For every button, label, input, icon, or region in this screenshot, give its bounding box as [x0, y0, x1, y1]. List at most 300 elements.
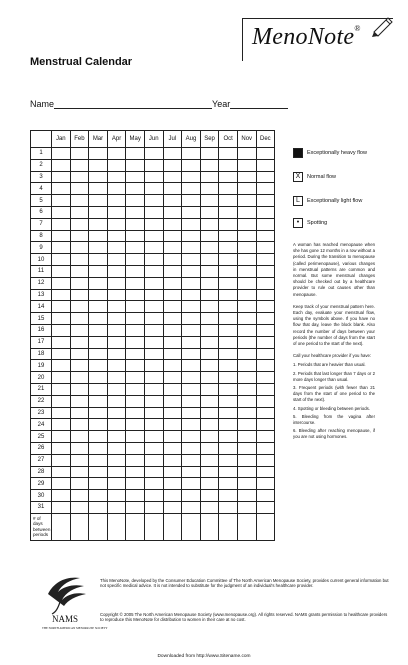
day-cell[interactable] [256, 277, 275, 289]
day-cell[interactable] [52, 336, 71, 348]
day-cell[interactable] [163, 454, 182, 466]
day-cell[interactable] [52, 407, 71, 419]
day-cell[interactable] [144, 419, 163, 431]
day-cell[interactable] [163, 466, 182, 478]
day-cell[interactable] [89, 478, 108, 490]
day-cell[interactable] [163, 218, 182, 230]
day-cell[interactable] [70, 218, 89, 230]
day-cell[interactable] [70, 289, 89, 301]
day-cell[interactable] [144, 348, 163, 360]
day-cell[interactable] [163, 431, 182, 443]
day-cell[interactable] [237, 148, 256, 160]
day-cell[interactable] [70, 360, 89, 372]
day-cell[interactable] [70, 383, 89, 395]
day-cell[interactable] [163, 395, 182, 407]
day-cell[interactable] [52, 431, 71, 443]
day-cell[interactable] [256, 230, 275, 242]
day-cell[interactable] [126, 242, 145, 254]
day-cell[interactable] [52, 490, 71, 502]
day-cell[interactable] [107, 360, 126, 372]
days-between-cell[interactable] [52, 513, 71, 540]
day-cell[interactable] [89, 348, 108, 360]
day-cell[interactable] [182, 383, 201, 395]
day-cell[interactable] [219, 466, 238, 478]
day-cell[interactable] [144, 372, 163, 384]
day-cell[interactable] [182, 218, 201, 230]
day-cell[interactable] [219, 301, 238, 313]
day-cell[interactable] [89, 313, 108, 325]
day-cell[interactable] [126, 466, 145, 478]
day-cell[interactable] [237, 490, 256, 502]
day-cell[interactable] [107, 265, 126, 277]
day-cell[interactable] [144, 230, 163, 242]
day-cell[interactable] [89, 360, 108, 372]
day-cell[interactable] [182, 490, 201, 502]
day-cell[interactable] [126, 348, 145, 360]
day-cell[interactable] [163, 313, 182, 325]
day-cell[interactable] [70, 242, 89, 254]
day-cell[interactable] [200, 171, 219, 183]
day-cell[interactable] [144, 218, 163, 230]
day-cell[interactable] [219, 431, 238, 443]
day-cell[interactable] [89, 183, 108, 195]
day-cell[interactable] [182, 148, 201, 160]
day-cell[interactable] [70, 466, 89, 478]
day-cell[interactable] [163, 336, 182, 348]
day-cell[interactable] [144, 454, 163, 466]
day-cell[interactable] [200, 324, 219, 336]
day-cell[interactable] [126, 419, 145, 431]
day-cell[interactable] [163, 490, 182, 502]
day-cell[interactable] [144, 407, 163, 419]
day-cell[interactable] [163, 348, 182, 360]
day-cell[interactable] [107, 277, 126, 289]
day-cell[interactable] [163, 289, 182, 301]
day-cell[interactable] [52, 159, 71, 171]
day-cell[interactable] [200, 348, 219, 360]
day-cell[interactable] [237, 159, 256, 171]
day-cell[interactable] [70, 419, 89, 431]
day-cell[interactable] [182, 501, 201, 513]
day-cell[interactable] [126, 148, 145, 160]
day-cell[interactable] [237, 442, 256, 454]
day-cell[interactable] [237, 395, 256, 407]
day-cell[interactable] [107, 159, 126, 171]
day-cell[interactable] [219, 407, 238, 419]
day-cell[interactable] [200, 254, 219, 266]
day-cell[interactable] [200, 159, 219, 171]
day-cell[interactable] [163, 383, 182, 395]
day-cell[interactable] [219, 360, 238, 372]
day-cell[interactable] [107, 254, 126, 266]
day-cell[interactable] [144, 159, 163, 171]
day-cell[interactable] [52, 383, 71, 395]
day-cell[interactable] [126, 313, 145, 325]
day-cell[interactable] [52, 148, 71, 160]
day-cell[interactable] [126, 301, 145, 313]
day-cell[interactable] [144, 336, 163, 348]
day-cell[interactable] [163, 277, 182, 289]
day-cell[interactable] [126, 183, 145, 195]
day-cell[interactable] [107, 218, 126, 230]
day-cell[interactable] [144, 313, 163, 325]
day-cell[interactable] [200, 407, 219, 419]
day-cell[interactable] [107, 230, 126, 242]
day-cell[interactable] [219, 277, 238, 289]
day-cell[interactable] [256, 442, 275, 454]
day-cell[interactable] [182, 478, 201, 490]
day-cell[interactable] [237, 206, 256, 218]
day-cell[interactable] [107, 466, 126, 478]
day-cell[interactable] [219, 490, 238, 502]
day-cell[interactable] [107, 348, 126, 360]
day-cell[interactable] [89, 466, 108, 478]
day-cell[interactable] [237, 466, 256, 478]
day-cell[interactable] [52, 289, 71, 301]
day-cell[interactable] [200, 242, 219, 254]
day-cell[interactable] [89, 230, 108, 242]
day-cell[interactable] [200, 419, 219, 431]
day-cell[interactable] [107, 501, 126, 513]
day-cell[interactable] [126, 407, 145, 419]
day-cell[interactable] [200, 372, 219, 384]
day-cell[interactable] [163, 171, 182, 183]
day-cell[interactable] [144, 254, 163, 266]
day-cell[interactable] [144, 206, 163, 218]
day-cell[interactable] [200, 431, 219, 443]
day-cell[interactable] [219, 419, 238, 431]
day-cell[interactable] [52, 419, 71, 431]
day-cell[interactable] [256, 265, 275, 277]
day-cell[interactable] [200, 490, 219, 502]
day-cell[interactable] [182, 442, 201, 454]
day-cell[interactable] [126, 360, 145, 372]
day-cell[interactable] [107, 372, 126, 384]
day-cell[interactable] [107, 324, 126, 336]
day-cell[interactable] [52, 348, 71, 360]
day-cell[interactable] [256, 195, 275, 207]
day-cell[interactable] [126, 442, 145, 454]
day-cell[interactable] [182, 419, 201, 431]
day-cell[interactable] [163, 206, 182, 218]
day-cell[interactable] [200, 195, 219, 207]
day-cell[interactable] [237, 265, 256, 277]
days-between-cell[interactable] [144, 513, 163, 540]
day-cell[interactable] [237, 360, 256, 372]
day-cell[interactable] [200, 148, 219, 160]
day-cell[interactable] [182, 301, 201, 313]
day-cell[interactable] [219, 148, 238, 160]
day-cell[interactable] [52, 313, 71, 325]
day-cell[interactable] [182, 195, 201, 207]
day-cell[interactable] [256, 383, 275, 395]
day-cell[interactable] [219, 454, 238, 466]
day-cell[interactable] [144, 301, 163, 313]
day-cell[interactable] [163, 195, 182, 207]
day-cell[interactable] [144, 183, 163, 195]
day-cell[interactable] [89, 383, 108, 395]
day-cell[interactable] [182, 336, 201, 348]
day-cell[interactable] [107, 431, 126, 443]
day-cell[interactable] [89, 265, 108, 277]
day-cell[interactable] [52, 254, 71, 266]
day-cell[interactable] [182, 372, 201, 384]
day-cell[interactable] [163, 442, 182, 454]
day-cell[interactable] [163, 148, 182, 160]
day-cell[interactable] [219, 324, 238, 336]
day-cell[interactable] [182, 277, 201, 289]
day-cell[interactable] [237, 419, 256, 431]
day-cell[interactable] [126, 206, 145, 218]
day-cell[interactable] [70, 454, 89, 466]
day-cell[interactable] [182, 407, 201, 419]
day-cell[interactable] [107, 206, 126, 218]
day-cell[interactable] [89, 419, 108, 431]
day-cell[interactable] [126, 454, 145, 466]
day-cell[interactable] [126, 254, 145, 266]
day-cell[interactable] [107, 442, 126, 454]
days-between-cell[interactable] [107, 513, 126, 540]
day-cell[interactable] [200, 183, 219, 195]
day-cell[interactable] [144, 277, 163, 289]
day-cell[interactable] [107, 313, 126, 325]
day-cell[interactable] [163, 301, 182, 313]
day-cell[interactable] [182, 466, 201, 478]
day-cell[interactable] [144, 383, 163, 395]
day-cell[interactable] [126, 478, 145, 490]
day-cell[interactable] [237, 383, 256, 395]
day-cell[interactable] [256, 289, 275, 301]
day-cell[interactable] [70, 277, 89, 289]
day-cell[interactable] [107, 183, 126, 195]
day-cell[interactable] [126, 159, 145, 171]
day-cell[interactable] [219, 242, 238, 254]
day-cell[interactable] [256, 431, 275, 443]
day-cell[interactable] [256, 501, 275, 513]
day-cell[interactable] [219, 206, 238, 218]
day-cell[interactable] [200, 336, 219, 348]
days-between-cell[interactable] [200, 513, 219, 540]
day-cell[interactable] [219, 442, 238, 454]
day-cell[interactable] [256, 171, 275, 183]
day-cell[interactable] [256, 242, 275, 254]
day-cell[interactable] [107, 478, 126, 490]
day-cell[interactable] [237, 242, 256, 254]
day-cell[interactable] [219, 313, 238, 325]
day-cell[interactable] [107, 289, 126, 301]
day-cell[interactable] [219, 265, 238, 277]
day-cell[interactable] [89, 324, 108, 336]
day-cell[interactable] [70, 372, 89, 384]
days-between-cell[interactable] [163, 513, 182, 540]
day-cell[interactable] [70, 407, 89, 419]
day-cell[interactable] [126, 383, 145, 395]
day-cell[interactable] [52, 324, 71, 336]
day-cell[interactable] [200, 230, 219, 242]
day-cell[interactable] [163, 372, 182, 384]
day-cell[interactable] [70, 254, 89, 266]
day-cell[interactable] [52, 195, 71, 207]
day-cell[interactable] [126, 218, 145, 230]
day-cell[interactable] [200, 395, 219, 407]
day-cell[interactable] [52, 206, 71, 218]
day-cell[interactable] [89, 336, 108, 348]
day-cell[interactable] [144, 360, 163, 372]
day-cell[interactable] [182, 324, 201, 336]
name-field[interactable] [54, 98, 212, 109]
day-cell[interactable] [163, 324, 182, 336]
day-cell[interactable] [200, 206, 219, 218]
day-cell[interactable] [200, 277, 219, 289]
day-cell[interactable] [52, 360, 71, 372]
day-cell[interactable] [200, 301, 219, 313]
day-cell[interactable] [163, 501, 182, 513]
day-cell[interactable] [256, 478, 275, 490]
day-cell[interactable] [89, 277, 108, 289]
day-cell[interactable] [89, 254, 108, 266]
day-cell[interactable] [182, 230, 201, 242]
day-cell[interactable] [107, 490, 126, 502]
day-cell[interactable] [237, 171, 256, 183]
day-cell[interactable] [237, 478, 256, 490]
day-cell[interactable] [237, 372, 256, 384]
days-between-cell[interactable] [89, 513, 108, 540]
day-cell[interactable] [126, 431, 145, 443]
day-cell[interactable] [89, 395, 108, 407]
day-cell[interactable] [70, 442, 89, 454]
day-cell[interactable] [107, 407, 126, 419]
day-cell[interactable] [163, 254, 182, 266]
day-cell[interactable] [107, 395, 126, 407]
day-cell[interactable] [219, 348, 238, 360]
day-cell[interactable] [163, 183, 182, 195]
day-cell[interactable] [237, 183, 256, 195]
day-cell[interactable] [182, 313, 201, 325]
year-field[interactable] [230, 98, 288, 109]
day-cell[interactable] [237, 230, 256, 242]
day-cell[interactable] [182, 171, 201, 183]
day-cell[interactable] [52, 242, 71, 254]
day-cell[interactable] [107, 195, 126, 207]
day-cell[interactable] [52, 277, 71, 289]
day-cell[interactable] [219, 183, 238, 195]
day-cell[interactable] [200, 383, 219, 395]
day-cell[interactable] [144, 265, 163, 277]
day-cell[interactable] [219, 230, 238, 242]
day-cell[interactable] [107, 148, 126, 160]
day-cell[interactable] [182, 206, 201, 218]
day-cell[interactable] [144, 289, 163, 301]
day-cell[interactable] [219, 336, 238, 348]
day-cell[interactable] [89, 454, 108, 466]
day-cell[interactable] [163, 360, 182, 372]
day-cell[interactable] [200, 289, 219, 301]
day-cell[interactable] [70, 195, 89, 207]
day-cell[interactable] [52, 301, 71, 313]
day-cell[interactable] [200, 454, 219, 466]
day-cell[interactable] [89, 195, 108, 207]
day-cell[interactable] [237, 301, 256, 313]
day-cell[interactable] [52, 183, 71, 195]
day-cell[interactable] [256, 419, 275, 431]
day-cell[interactable] [163, 407, 182, 419]
day-cell[interactable] [237, 324, 256, 336]
day-cell[interactable] [237, 348, 256, 360]
day-cell[interactable] [144, 478, 163, 490]
day-cell[interactable] [89, 301, 108, 313]
day-cell[interactable] [52, 454, 71, 466]
day-cell[interactable] [163, 419, 182, 431]
day-cell[interactable] [200, 466, 219, 478]
day-cell[interactable] [237, 407, 256, 419]
day-cell[interactable] [70, 301, 89, 313]
day-cell[interactable] [52, 395, 71, 407]
day-cell[interactable] [256, 336, 275, 348]
day-cell[interactable] [256, 301, 275, 313]
day-cell[interactable] [52, 265, 71, 277]
day-cell[interactable] [70, 431, 89, 443]
day-cell[interactable] [219, 395, 238, 407]
day-cell[interactable] [256, 490, 275, 502]
day-cell[interactable] [219, 254, 238, 266]
day-cell[interactable] [163, 265, 182, 277]
day-cell[interactable] [70, 183, 89, 195]
day-cell[interactable] [200, 218, 219, 230]
day-cell[interactable] [107, 454, 126, 466]
day-cell[interactable] [256, 466, 275, 478]
day-cell[interactable] [107, 301, 126, 313]
day-cell[interactable] [70, 206, 89, 218]
day-cell[interactable] [70, 230, 89, 242]
day-cell[interactable] [182, 159, 201, 171]
day-cell[interactable] [70, 348, 89, 360]
day-cell[interactable] [256, 148, 275, 160]
day-cell[interactable] [182, 265, 201, 277]
day-cell[interactable] [126, 395, 145, 407]
day-cell[interactable] [89, 289, 108, 301]
day-cell[interactable] [144, 148, 163, 160]
day-cell[interactable] [200, 360, 219, 372]
day-cell[interactable] [256, 407, 275, 419]
day-cell[interactable] [219, 383, 238, 395]
day-cell[interactable] [52, 230, 71, 242]
download-url[interactable]: Downloaded from http://www.Sitename.com [157, 654, 251, 659]
day-cell[interactable] [70, 324, 89, 336]
day-cell[interactable] [70, 478, 89, 490]
day-cell[interactable] [182, 454, 201, 466]
day-cell[interactable] [70, 313, 89, 325]
day-cell[interactable] [219, 171, 238, 183]
day-cell[interactable] [144, 171, 163, 183]
day-cell[interactable] [200, 313, 219, 325]
day-cell[interactable] [200, 265, 219, 277]
day-cell[interactable] [52, 478, 71, 490]
day-cell[interactable] [163, 159, 182, 171]
day-cell[interactable] [237, 218, 256, 230]
day-cell[interactable] [256, 454, 275, 466]
day-cell[interactable] [52, 501, 71, 513]
day-cell[interactable] [256, 159, 275, 171]
day-cell[interactable] [182, 395, 201, 407]
day-cell[interactable] [219, 218, 238, 230]
day-cell[interactable] [237, 254, 256, 266]
day-cell[interactable] [163, 230, 182, 242]
day-cell[interactable] [126, 336, 145, 348]
day-cell[interactable] [144, 395, 163, 407]
days-between-cell[interactable] [182, 513, 201, 540]
days-between-cell[interactable] [256, 513, 275, 540]
day-cell[interactable] [144, 431, 163, 443]
